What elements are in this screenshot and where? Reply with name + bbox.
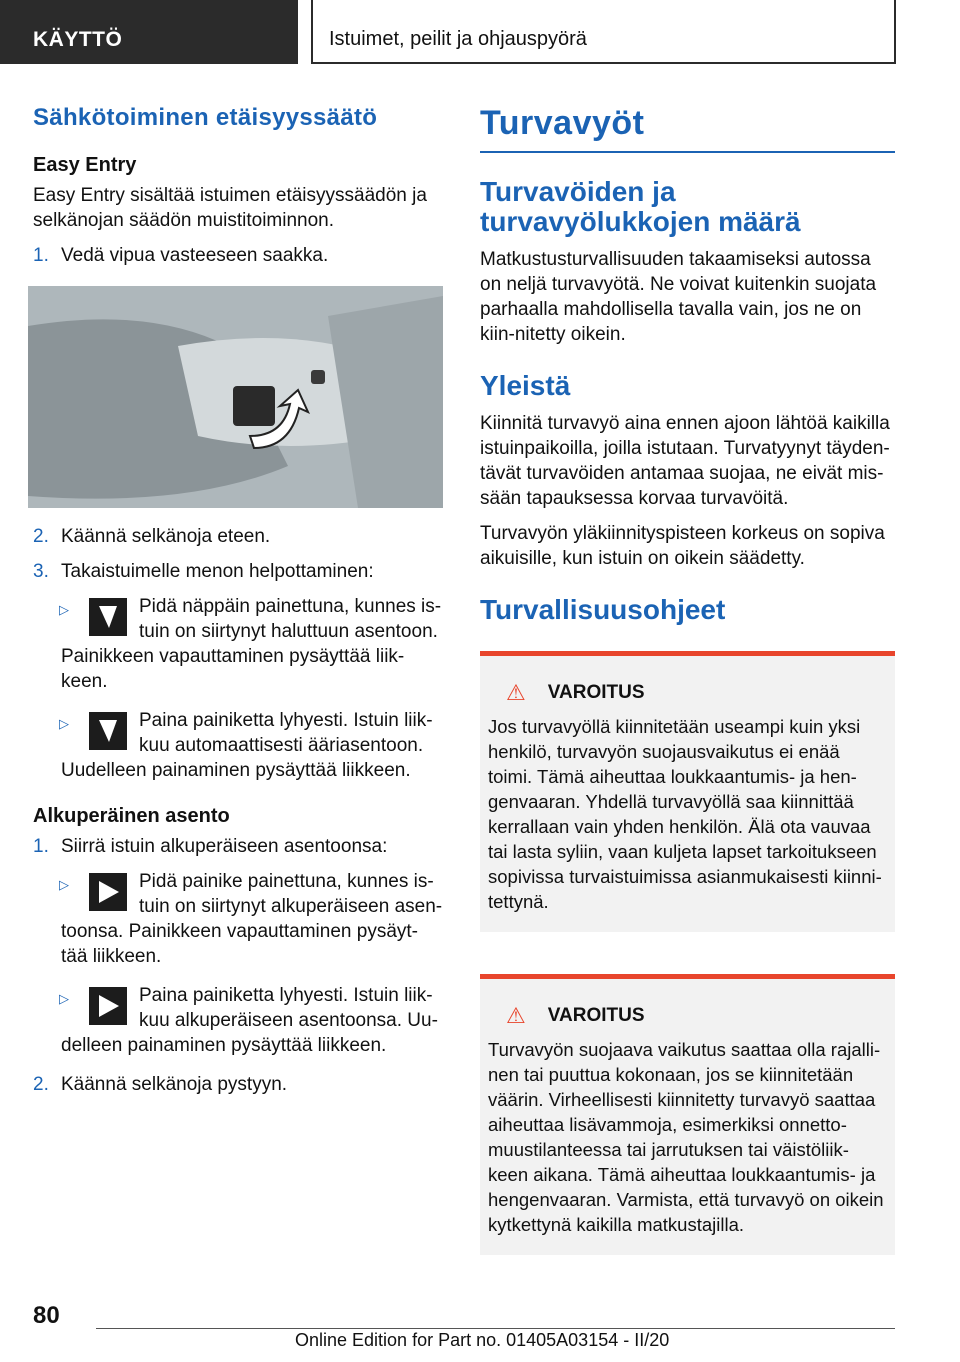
header-chapter: Istuimet, peilit ja ohjauspyörä	[329, 28, 587, 50]
warning-label: VAROITUS	[547, 682, 645, 703]
sub-step-line: Pidä painike painettuna, kunnes is-	[139, 871, 434, 892]
sub-step-line: tuin on siirtynyt alkuperäiseen asen-	[139, 896, 443, 917]
sub-step-line: kuu alkuperäiseen asentoonsa. Uu-	[139, 1010, 438, 1031]
step-number: 2.	[33, 1074, 49, 1095]
bullet-triangle-icon: ▷	[59, 877, 69, 892]
left-column	[33, 104, 443, 1107]
sub-step	[61, 708, 443, 783]
bullet-triangle-icon: ▷	[59, 991, 69, 1006]
seat-button-icon	[89, 712, 127, 750]
warning-triangle-icon: ⚠	[506, 680, 526, 705]
step-item	[33, 524, 443, 549]
paragraph: Matkustusturvallisuuden takaamiseksi autossa on neljä turvavyötä. Ne voivat kuitenkin suojata parhaalla mahdollisella tavalla vain, jos ne on kiin-nitetty oikein.	[480, 249, 877, 345]
step-text: Käännä selkänoja pystyyn.	[61, 1074, 288, 1095]
sub-step-rest: toonsa. Painikkeen vapauttaminen pysäyt-tää liikkeen.	[61, 921, 418, 967]
page-number: 80	[33, 1302, 60, 1329]
page-title: Turvavyöt	[480, 104, 895, 153]
right-column	[480, 104, 895, 1255]
section-heading: Turvavöiden ja turvavyölukkojen määrä	[480, 176, 801, 237]
header-section-tab	[0, 0, 298, 64]
step-item	[33, 243, 443, 268]
sub-step-line: Paina painiketta lyhyesti. Istuin liik-	[139, 710, 433, 731]
sub-step	[61, 983, 443, 1058]
original-position-title: Alkuperäinen asento	[33, 805, 230, 827]
section-heading: Turvallisuusohjeet	[480, 594, 726, 625]
step-text: Takaistuimelle menon helpottaminen:	[61, 561, 374, 582]
seat-button-icon	[89, 873, 127, 911]
sub-step-rest: Uudelleen painaminen pysäyttää liikkeen.	[61, 760, 411, 781]
sub-step-rest: delleen painaminen pysäyttää liikkeen.	[61, 1035, 387, 1056]
step-item	[33, 1072, 443, 1097]
warning-text: Turvavyön suojaava vaikutus saattaa olla rajalli-nen tai puuttua kokonaan, jos se kiinnitetään väärin. Virheellisesti kiinnitetty turvavyö saattaa aiheuttaa lisävammoja, esimerkiksi onnetto-muustilanteessa tai jarrutuksen tai väistöliik-keen aikana. Tämä aiheuttaa loukkaantumis- ja hengenvaaran. Varmista, että turvavyö on oikein kytkettynä kaikilla matkustajilla.	[488, 1039, 884, 1235]
sub-step-line: Pidä näppäin painettuna, kunnes is-	[139, 596, 442, 617]
step-text: Vedä vipua vasteeseen saakka.	[61, 245, 329, 266]
section-heading: Sähkötoiminen etäisyyssäätö	[33, 104, 378, 131]
warning-title	[506, 1003, 887, 1029]
easy-entry-title: Easy Entry	[33, 154, 137, 176]
sub-step-line: tuin on siirtynyt haluttuun asentoon.	[139, 621, 438, 642]
paragraph: Turvavyön yläkiinnityspisteen korkeus on sopiva aikuisille, kun istuin on oikein säädetty.	[480, 523, 885, 569]
step-number: 2.	[33, 526, 49, 547]
seat-button-icon	[89, 598, 127, 636]
seat-button-icon	[89, 987, 127, 1025]
step-number: 1.	[33, 836, 49, 857]
bullet-triangle-icon: ▷	[59, 716, 69, 731]
warning-box	[480, 651, 895, 932]
easy-entry-text: Easy Entry sisältää istuimen etäisyyssäädön ja selkänojan säädön muistitoiminnon.	[33, 185, 427, 231]
step-text: Käännä selkänoja eteen.	[61, 526, 271, 547]
step-number: 3.	[33, 561, 49, 582]
step-item	[33, 834, 443, 859]
header-section: KÄYTTÖ	[33, 28, 123, 51]
warning-text: Jos turvavyöllä kiinnitetään useampi kuin yksi henkilö, turvavyön suojausvaikutus ei enää toimi. Tämä aiheuttaa loukkaantumis- ja hen-genvaaran. Yhdellä turvavyöllä saa kiinnittää kerrallaan vain yhden henkilön. Älä ota vauvaa tai lasta syliin, vaan kuljeta lapset tarkoitukseen sopivissa turvaistuimissa asianmukaisesti kiinni-tettynä.	[488, 716, 882, 912]
step-text: Siirrä istuin alkuperäiseen asentoonsa:	[61, 836, 388, 857]
bullet-triangle-icon: ▷	[59, 602, 69, 617]
warning-title	[506, 680, 887, 706]
warning-box	[480, 974, 895, 1255]
sub-step-line: Paina painiketta lyhyesti. Istuin liik-	[139, 985, 433, 1006]
seat-lever-photo	[28, 286, 443, 508]
section-heading: Yleistä	[480, 370, 571, 401]
warning-triangle-icon: ⚠	[506, 1003, 526, 1028]
warning-label: VAROITUS	[547, 1005, 645, 1026]
footer-edition: Online Edition for Part no. 01405A03154 - II/20	[295, 1330, 670, 1350]
paragraph: Kiinnitä turvavyö aina ennen ajoon lähtöä kaikilla istuinpaikoilla, joilla istutaan. Turvatyynyt täyden-tävät turvavöiden antamaa suojaa, ne eivät mis-sään tapauksessa korvaa turvavöitä.	[480, 413, 890, 509]
sub-step	[61, 869, 443, 969]
header-chapter-tab	[311, 0, 896, 64]
sub-step-line: kuu automaattisesti ääriasentoon.	[139, 735, 424, 756]
sub-step	[61, 594, 443, 694]
sub-step-rest: Painikkeen vapauttaminen pysäyttää liik-keen.	[61, 646, 405, 692]
step-item	[33, 559, 443, 584]
footer-divider	[96, 1328, 895, 1329]
step-number: 1.	[33, 245, 49, 266]
